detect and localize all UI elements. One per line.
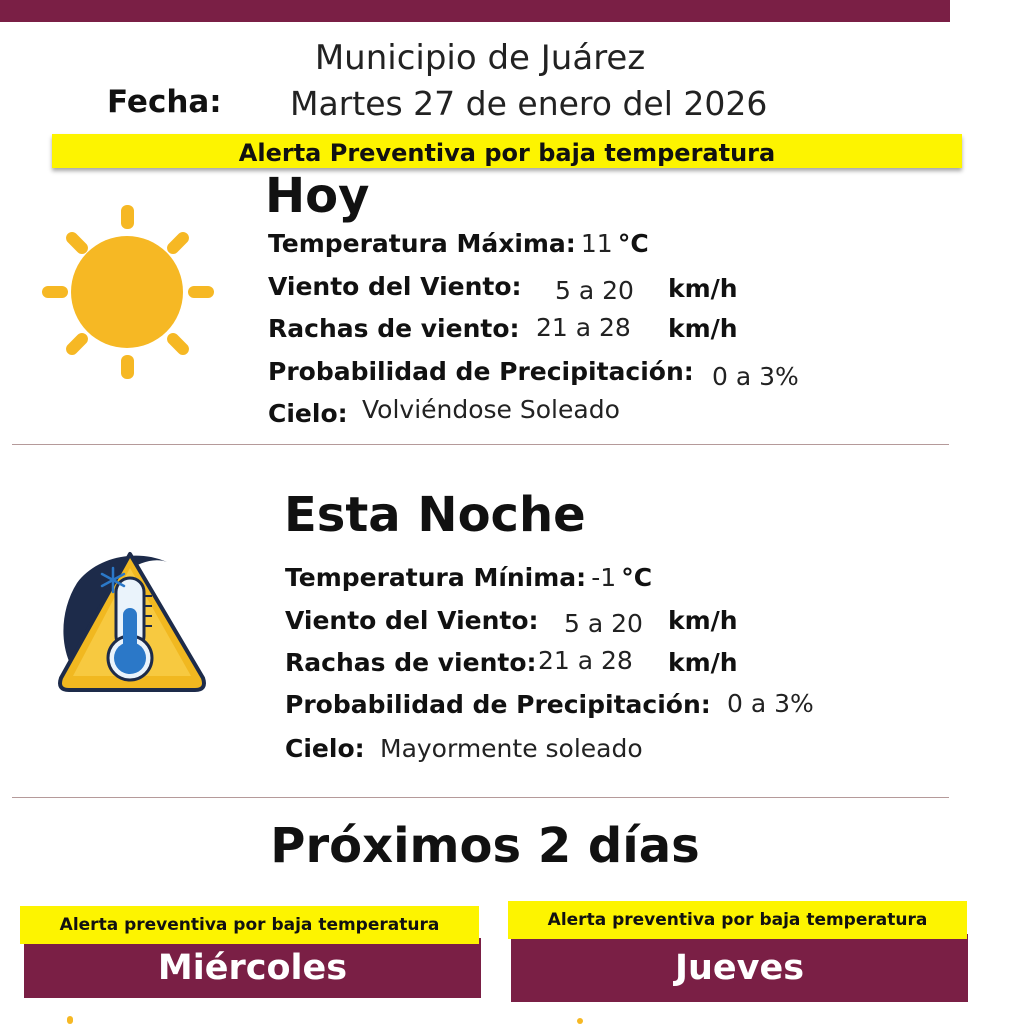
- day-bar-miercoles: Miércoles: [24, 938, 481, 998]
- noche-title: Esta Noche: [284, 487, 586, 543]
- noche-rachas-label: Rachas de viento:: [285, 648, 537, 677]
- hoy-rachas-row: [268, 314, 520, 343]
- noche-prob-row: [285, 690, 711, 719]
- day-alert-miercoles: Alerta preventiva por baja temperatura: [20, 906, 479, 944]
- noche-prob-label: Probabilidad de Precipitación:: [285, 690, 711, 719]
- hoy-cielo-row: [268, 399, 348, 428]
- hoy-cielo-value: Volviéndose Soleado: [362, 395, 620, 424]
- hoy-viento-unit: km/h: [668, 274, 738, 303]
- top-bar: [0, 0, 950, 22]
- noche-temp-row: [285, 563, 652, 592]
- hoy-temp-row: [268, 229, 649, 258]
- noche-rachas-row: [285, 648, 537, 677]
- fecha-value: Martes 27 de enero del 2026: [290, 84, 768, 123]
- divider-noche: [12, 797, 949, 798]
- hoy-rachas-value: 21 a 28: [536, 313, 631, 342]
- hoy-prob-row: [268, 357, 694, 386]
- noche-viento-unit: km/h: [668, 606, 738, 635]
- cold-thermometer-warning-icon: [55, 548, 210, 698]
- hoy-title: Hoy: [265, 168, 370, 224]
- noche-temp-label: Temperatura Mínima:: [285, 563, 587, 592]
- hoy-viento-label: Viento del Viento:: [268, 272, 522, 301]
- noche-temp-unit: °C: [621, 563, 653, 592]
- hoy-temp-value: 11: [580, 229, 613, 258]
- noche-viento-label: Viento del Viento:: [285, 606, 539, 635]
- proximos-title: Próximos 2 días: [270, 818, 700, 874]
- day-bar-jueves: Jueves: [511, 934, 968, 1002]
- alert-banner: Alerta Preventiva por baja temperatura: [52, 134, 962, 168]
- fecha-label: Fecha:: [107, 84, 222, 120]
- hoy-temp-label: Temperatura Máxima:: [268, 229, 576, 258]
- sun-icon: [60, 1016, 80, 1024]
- noche-viento-value: 5 a 20: [564, 609, 643, 638]
- noche-rachas-unit: km/h: [668, 648, 738, 677]
- hoy-rachas-unit: km/h: [668, 314, 738, 343]
- noche-cielo-value: Mayormente soleado: [380, 734, 643, 763]
- noche-viento-row: [285, 606, 539, 635]
- hoy-prob-value: 0 a 3%: [712, 362, 799, 391]
- hoy-rachas-label: Rachas de viento:: [268, 314, 520, 343]
- hoy-viento-row: [268, 272, 522, 301]
- hoy-prob-label: Probabilidad de Precipitación:: [268, 357, 694, 386]
- noche-temp-value: -1: [591, 563, 617, 592]
- municipio-title: Municipio de Juárez: [314, 38, 646, 78]
- noche-cielo-label: Cielo:: [285, 734, 365, 763]
- hoy-temp-unit: °C: [617, 229, 649, 258]
- noche-rachas-value: 21 a 28: [538, 646, 633, 675]
- day-alert-jueves: Alerta preventiva por baja temperatura: [508, 901, 967, 939]
- sun-icon: [570, 1018, 590, 1024]
- noche-cielo-row: [285, 734, 365, 763]
- noche-prob-value: 0 a 3%: [727, 689, 814, 718]
- hoy-cielo-label: Cielo:: [268, 399, 348, 428]
- divider-hoy: [12, 444, 949, 445]
- sun-icon: [30, 200, 230, 385]
- hoy-viento-value: 5 a 20: [555, 276, 634, 305]
